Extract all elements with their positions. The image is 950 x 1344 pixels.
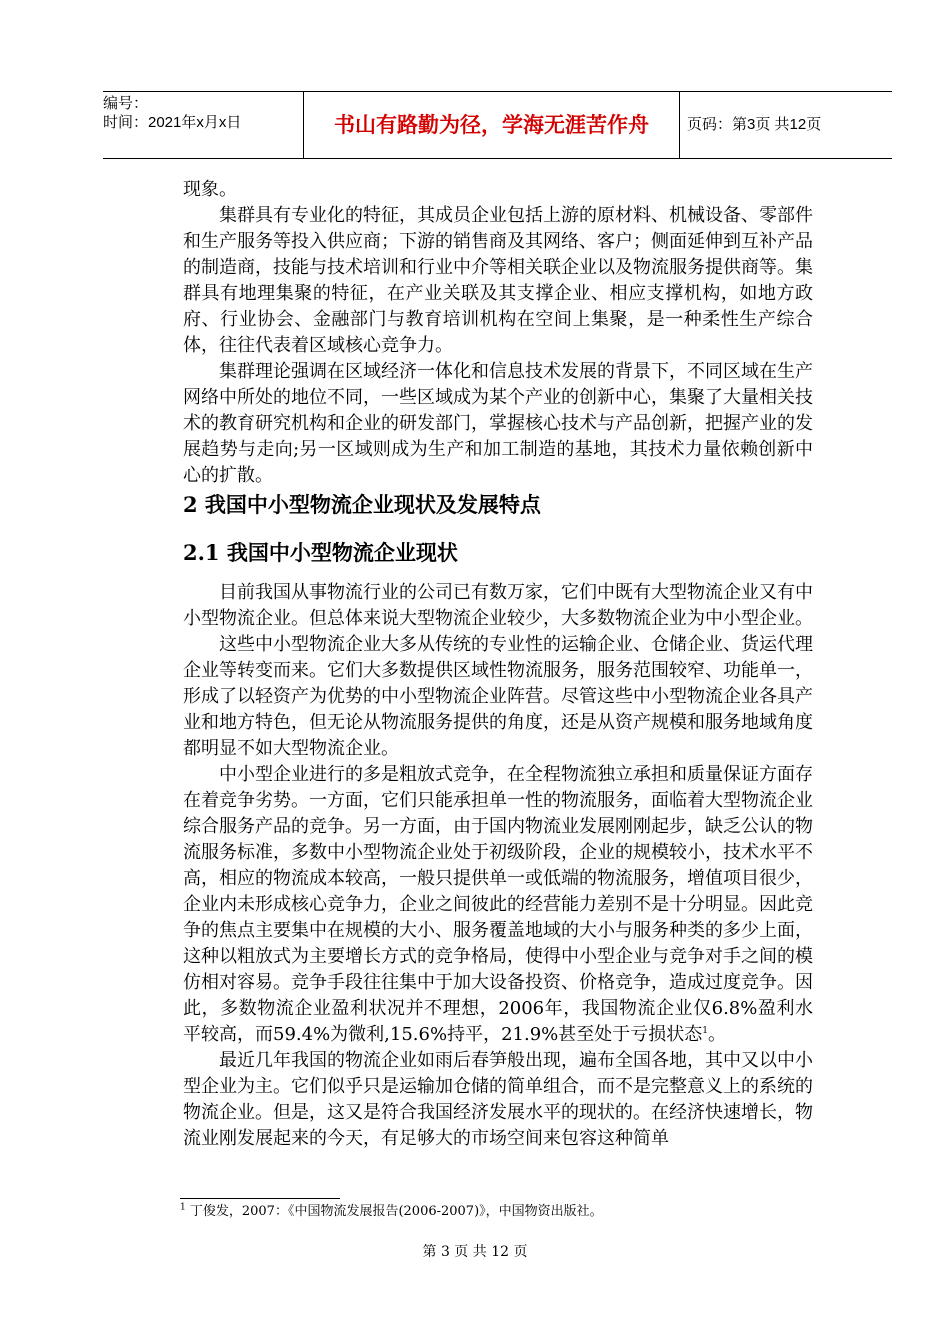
body-paragraph: 集群理论强调在区域经济一体化和信息技术发展的背景下，不同区域在生产网络中所处的地位不同，一些区域成为某个产业的创新中心，集聚了大量相关技术的教育研究机构和企业的研发部门，掌握核心技术与产品创新，把握产业的发展趋势与走向;另一区域则成为生产和加工制造的基地，其技术力量依赖创新中心的扩散。 xyxy=(183,361,813,486)
body-paragraph: 集群具有专业化的特征，其成员企业包括上游的原材料、机械设备、零部件和生产服务等投入供应商；下游的销售商及其网络、客户；侧面延伸到互补产品的制造商，技能与技术培训和行业中介等相关联企业以及物流服务提供商等。集群具有地理集聚的特征，在产业关联及其支撑企业、相应支撑机构，如地方政府、行业协会、金融部门与教育培训机构在空间上集聚，是一种柔性生产综合体，往往代表着区域核心竞争力。 xyxy=(183,205,813,356)
footnote-mark: 1 xyxy=(180,1202,186,1213)
paragraph-text: 中小型企业进行的多是粗放式竞争，在全程物流独立承担和质量保证方面存在着竞争劣势。一方面，它们只能承担单一性的物流服务，面临着大型物流企业综合服务产品的竞争。另一方面，由于国内物流业发展刚刚起步，缺乏公认的物流服务标准，多数中小型物流企业处于初级阶段，企业的规模较小，技术水平不高，相应的物流成本较高，一般只提供单一或低端的物流服务，增值项目很少，企业内未形成核心竞争力，企业之间彼此的经营能力差别不是十分明显。因此竞争的焦点主要集中在规模的大小、服务覆盖地域的大小与服务种类的多少上面，这种以粗放式为主要增长方式的竞争格局，使得中小型企业与竞争对手之间的模仿相对容易。竞争手段往往集中于加大设备投资、价格竞争，造成过度竞争。因此，多数物流企业盈利状况并不理想，2006年，我国物流企业仅6.8%盈利水平较高，而59.4%为微利,15.6%持平，21.9%甚至处于亏损状态 xyxy=(183,764,813,1045)
footnote-separator xyxy=(180,1198,340,1199)
footnote-text: 丁俊发，2007：《中国物流发展报告(2006-2007)》，中国物资出版社。 xyxy=(185,1204,603,1219)
section-heading: 2 我国中小型物流企业现状及发展特点 xyxy=(183,492,541,517)
header-motto: 书山有路勤为径，学海无涯苦作舟 xyxy=(334,113,649,137)
subsection-heading: 2.1 我国中小型物流企业现状 xyxy=(183,540,458,565)
paragraph-end: 。 xyxy=(708,1024,726,1045)
footnote-reference[interactable]: 1 xyxy=(702,1026,708,1036)
header-divider xyxy=(679,92,680,158)
body-paragraph: 现象。 xyxy=(183,179,237,200)
footnote xyxy=(180,1203,603,1221)
page-number: 第 3 页 共 12 页 xyxy=(422,1244,528,1260)
document-time-label: 时间：2021年x月x日 xyxy=(103,114,242,131)
body-paragraph xyxy=(183,762,813,1048)
body-paragraph: 这些中小型物流企业大多从传统的专业性的运输企业、仓储企业、货运代理企业等转变而来。它们大多数提供区域性物流服务，服务范围较窄、功能单一，形成了以轻资产为优势的中小型物流企业阵营。尽管这些中小型物流企业各具产业和地方特色，但无论从物流服务提供的角度，还是从资产规模和服务地域角度都明显不如大型物流企业。 xyxy=(183,634,813,759)
section-body xyxy=(183,580,813,1152)
header-page-label: 页码：第3页 共12页 xyxy=(687,116,822,133)
document-code-label: 编号： xyxy=(103,95,149,112)
body-paragraph: 最近几年我国的物流企业如雨后春笋般出现，遍布全国各地，其中又以中小型企业为主。它们似乎只是运输加仓储的简单组合，而不是完整意义上的系统的物流企业。但是，这又是符合我国经济发展水平的现状的。在经济快速增长，物流业刚发展起来的今天，有足够大的市场空间来包容这种简单 xyxy=(183,1050,813,1149)
page-header xyxy=(103,91,892,159)
body-paragraph: 目前我国从事物流行业的公司已有数万家，它们中既有大型物流企业又有中小型物流企业。但总体来说大型物流企业较少，大多数物流企业为中小型企业。 xyxy=(183,582,813,629)
header-left xyxy=(103,94,303,132)
intro-section xyxy=(183,177,813,489)
